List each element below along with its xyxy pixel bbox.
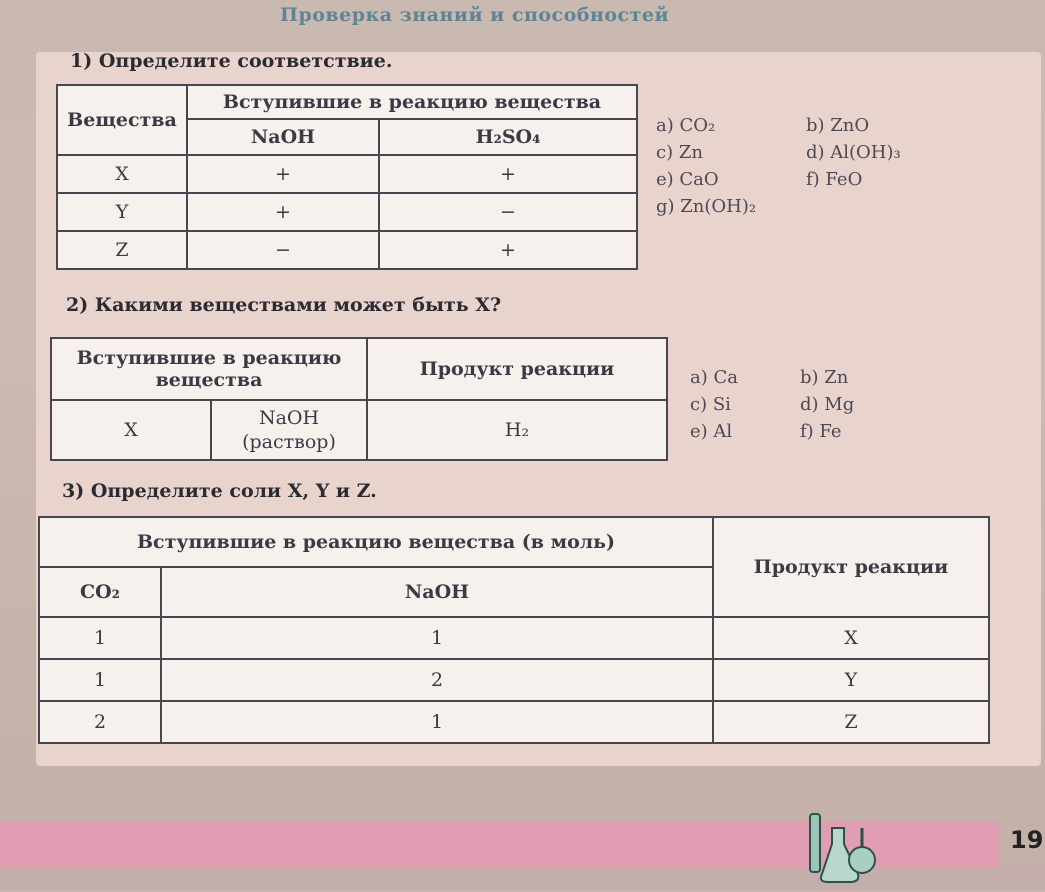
option-item: b) ZnO: [806, 115, 870, 136]
table-row: [39, 617, 989, 659]
option-item: g) Zn(OH)₂: [656, 196, 757, 217]
option-item: c) Zn: [656, 142, 703, 163]
q2-header-reacted: Вступившие в реакцию вещества: [51, 338, 367, 400]
q1-options: [656, 112, 926, 220]
table-row: [57, 155, 637, 193]
q1-table: [56, 84, 638, 270]
table-row: [51, 400, 667, 460]
q3-title: 3) Определите соли X, Y и Z.: [62, 480, 377, 502]
q1-row-name: Z: [57, 231, 187, 269]
q2-title: 2) Какими веществами может быть X?: [66, 294, 502, 316]
option-item: c) Si: [690, 394, 731, 415]
q3-header-group: Вступившие в реакцию вещества (в моль): [39, 517, 713, 567]
option-item: d) Al(OH)₃: [806, 142, 901, 163]
lab-flask-icon: [800, 808, 880, 892]
option-item: a) Ca: [690, 367, 738, 388]
page-number: 19: [1010, 826, 1044, 854]
table-row: [57, 231, 637, 269]
q3-table: [38, 516, 990, 744]
q3-cell-co2: 1: [39, 617, 161, 659]
table-row: [39, 659, 989, 701]
q2-cell-x: X: [51, 400, 211, 460]
q2-options: [690, 364, 920, 445]
q1-cell-h2so4: −: [379, 193, 637, 231]
q1-cell-naoh: −: [187, 231, 379, 269]
q1-cell-h2so4: +: [379, 155, 637, 193]
q1-row-name: X: [57, 155, 187, 193]
footer-edge: [0, 867, 1045, 891]
q2-header-product: Продукт реакции: [367, 338, 667, 400]
q1-title: 1) Определите соответствие.: [70, 50, 393, 72]
q1-header-group: Вступившие в реакцию вещества: [187, 85, 637, 119]
q3-header-product: Продукт реакции: [713, 517, 989, 617]
option-item: f) Fe: [800, 421, 842, 442]
option-item: e) CaO: [656, 169, 719, 190]
option-item: d) Mg: [800, 394, 855, 415]
q1-header-naoh: NaOH: [187, 119, 379, 155]
q2-cell-product: H₂: [367, 400, 667, 460]
option-item: b) Zn: [800, 367, 849, 388]
q3-cell-naoh: 2: [161, 659, 713, 701]
q1-row-name: Y: [57, 193, 187, 231]
q3-cell-product: Y: [713, 659, 989, 701]
option-item: e) Al: [690, 421, 733, 442]
q3-header-co2: CO₂: [39, 567, 161, 617]
table-row: [39, 701, 989, 743]
section-title: Проверка знаний и способностей: [280, 4, 670, 26]
table-row: [57, 193, 637, 231]
q1-header-substances: Вещества: [57, 85, 187, 155]
q3-cell-naoh: 1: [161, 617, 713, 659]
q3-cell-co2: 1: [39, 659, 161, 701]
q1-cell-naoh: +: [187, 193, 379, 231]
q3-cell-co2: 2: [39, 701, 161, 743]
q1-header-h2so4: H₂SO₄: [379, 119, 637, 155]
option-item: f) FeO: [806, 169, 863, 190]
q3-cell-product: X: [713, 617, 989, 659]
q1-cell-h2so4: +: [379, 231, 637, 269]
q3-cell-product: Z: [713, 701, 989, 743]
q2-cell-naoh: NaOH (раствор): [211, 400, 367, 460]
q3-header-naoh: NaOH: [161, 567, 713, 617]
q1-cell-naoh: +: [187, 155, 379, 193]
q3-cell-naoh: 1: [161, 701, 713, 743]
option-item: a) CO₂: [656, 115, 716, 136]
q2-table: [50, 337, 668, 461]
